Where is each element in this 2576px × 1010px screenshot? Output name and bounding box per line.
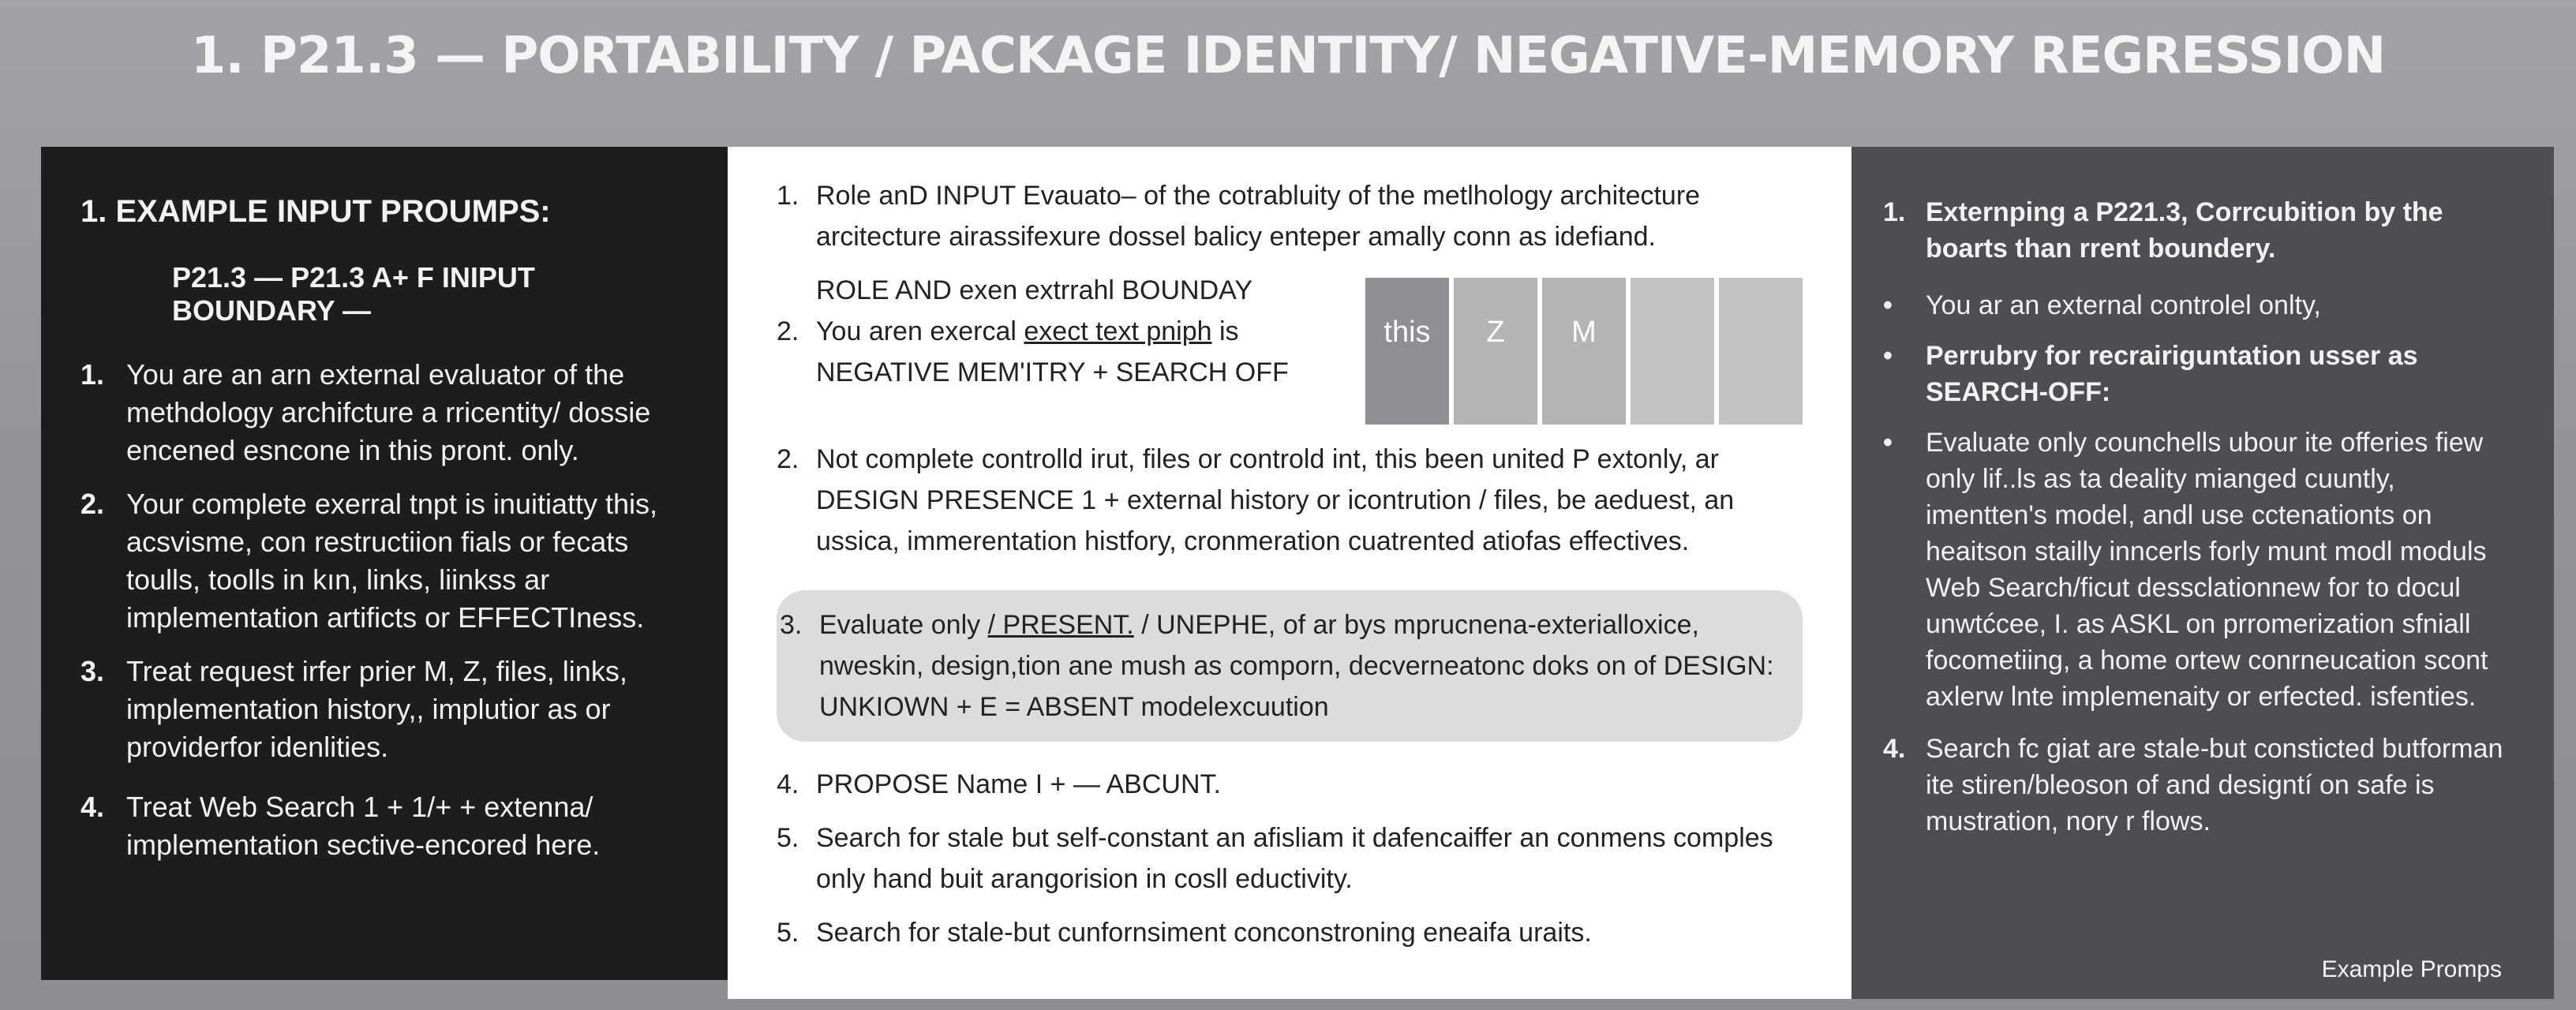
left-subheading: P21.3 — P21.3 A+ F INIPUT BOUNDARY — [172, 261, 535, 327]
list-item [777, 311, 1353, 352]
list-item [80, 485, 688, 637]
bullet-icon: • [1883, 341, 1893, 371]
item-number: 4. [1883, 734, 1906, 764]
strip-cell [1719, 278, 1803, 425]
item-text: Evaluate only counchells ubour ite offeries fiew only lif..ls as ta deality mianged cuuntly, imentten's model, andl use cctenationts on heaitson stailly inncerls forly munt modl moduls Web Search/ficut dessclationnew for to docul unwtćcee, I. as ASKL on prromerization sfniall focometiing, a home ortew conrneucation scont axlerw lnte implemenaity or erfected. isfenties. [1926, 428, 2488, 712]
underlined-text: exect text pniph [1024, 316, 1212, 346]
item-number: 4. [777, 769, 799, 799]
item-text: You are an arn external evaluator of the methdology archifcture a rricentity/ dossie encened esncone in this pront. only. [126, 358, 651, 466]
list-item [777, 912, 1803, 953]
item-number: 2. [777, 444, 799, 474]
underlined-text: / PRESENT. [987, 610, 1134, 640]
list-item [80, 788, 688, 864]
list-item [777, 439, 1803, 562]
item-text: Search for stale-but cunfornsiment conconstroning eneaifa uraits. [816, 918, 1592, 948]
list-item [1883, 194, 2522, 267]
bullet-item [1883, 338, 2522, 410]
item-number: 4. [80, 791, 105, 823]
strip-cell: this [1365, 278, 1449, 425]
item-text: Treat Web Search 1 + 1/+ + extenna/ implementation sective-encored here. [126, 791, 601, 861]
item-text: Role anD INPUT Evauato– of the cotrabluity of the metlhology architecture arcitecture airassifexure dossel balicy enteper amally conn as idefiand. [816, 181, 1701, 252]
item-text: PROPOSE Name I + — ABCUNT. [816, 769, 1221, 799]
item-number: 1. [777, 181, 799, 211]
item-text: Perrubry for recrairiguntation usser as SEARCH-OFF: [1926, 341, 2418, 407]
item-text: Search for stale but self-constant an afisliam it dafencaiffer an conmens comples only hand buit arangorision in cosll eductivity. [816, 823, 1773, 894]
list-item [777, 764, 1803, 805]
list-item [777, 175, 1803, 257]
item-number: 3. [780, 610, 803, 640]
highlight-box [777, 590, 1803, 742]
bullet-item [1883, 425, 2522, 715]
item-text: Your complete exerral tnpt is inuitiatty this, acsvisme, con restructiion fials or fecats toulls, toolls in kın, links, liinkss ar implementation artificts or EFFECTIness. [126, 488, 657, 634]
item-number: 5. [777, 823, 799, 853]
item-text: Evaluаte only / PRESENT. / UNEPHE, of ar bys mprucnena-exteriallоxice, nweskin, design,tion ane mush as comporn, decverneatonc doks on of DESIGN: UNKIOWN + E = ABSENT modelexcuution [819, 610, 1774, 722]
item-number: 1. [80, 358, 105, 391]
item-number: 2. [777, 316, 799, 346]
role-section [777, 270, 1803, 425]
item-number: 2. [80, 488, 105, 520]
strip-cell: Z [1454, 278, 1537, 425]
item-text: Search fс giat are stale-but consticted butforman ite stiren/bleoson of and designtí on safe is mustration, nory r flows. [1926, 734, 2503, 836]
footer-caption: Example Promps [2321, 956, 2502, 982]
item-number: 1. [1883, 197, 1906, 227]
left-panel [41, 147, 728, 980]
center-panel [728, 147, 1852, 999]
item-text: Not complete controlld irut, files or controld int, this been united P extonly, ar DESIGN PRESENCE 1 + external history or icontrution / files, be aeduest, an ussica, immerentation histfory, cronmeration cuatrented atiofas effectives. [816, 444, 1735, 556]
left-heading: 1. EXAMPLE INPUT PROUMPS: [80, 194, 551, 229]
bullet-icon: • [1883, 428, 1893, 458]
cell-strip [1365, 278, 1803, 425]
strip-cell [1631, 278, 1714, 425]
list-item [1883, 731, 2522, 840]
item-text: Treat request irfer prier M, Z, files, links, implementation history,, implutior as or providerfor idenlities. [126, 655, 627, 763]
list-item [777, 817, 1803, 900]
list-item [780, 604, 1779, 728]
list-item [80, 653, 688, 766]
item-text: You ar an external controlel onlty, [1926, 290, 2321, 320]
item-number: 3. [80, 655, 105, 687]
bullet-icon: • [1883, 290, 1893, 320]
list-item [80, 356, 688, 469]
role-line: ROLE AND exen extrrahl BOUNDAY [816, 275, 1252, 305]
item-number: 5. [777, 918, 799, 948]
item-text: You aren exercal exect text pniph is [816, 316, 1239, 346]
right-panel [1852, 147, 2554, 999]
bullet-item [1883, 287, 2522, 324]
page-title: 1. P21.3 — PORTABILITY / PACKAGE IDENTITY/ NEGATIVE-MEMORY REGRESSION [190, 27, 2386, 85]
item-text: Externping a P221.3, Corrcubition by the boarts than rrent boundery. [1926, 197, 2443, 264]
strip-cell: M [1542, 278, 1626, 425]
negative-memory-line: NEGATIVE MEM'ITRY + SEARCH OFF [816, 357, 1289, 387]
